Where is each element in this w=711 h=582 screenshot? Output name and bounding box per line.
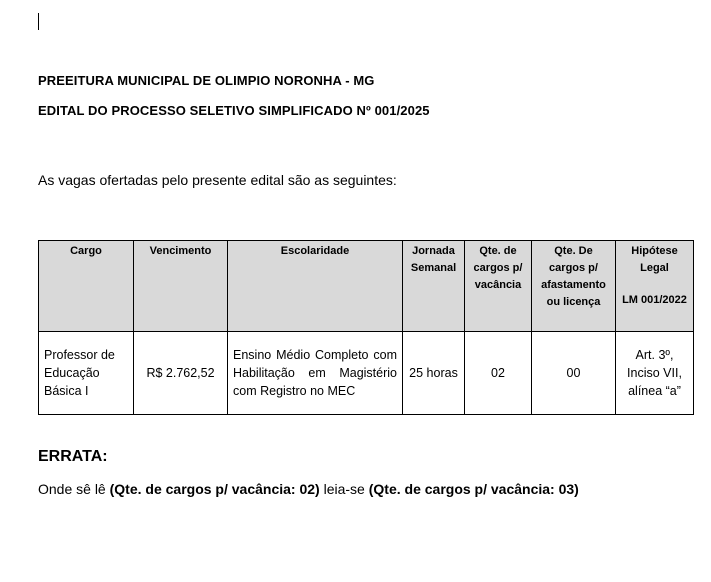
- text-cursor: [38, 13, 39, 30]
- cell-cargo: Professor de Educação Básica I: [39, 332, 134, 415]
- header-hipotese-label: Hipótese Legal: [631, 245, 678, 274]
- header-jornada: Jornada Semanal: [403, 241, 465, 332]
- cell-vencimento: R$ 2.762,52: [134, 332, 228, 415]
- intro-paragraph: As vagas ofertadas pelo presente edital são as seguintes:: [38, 172, 397, 188]
- header-escolaridade: Escolaridade: [228, 241, 403, 332]
- errata-heading: ERRATA:: [38, 448, 108, 465]
- prefeitura-title: PREEITURA MUNICIPAL DE OLIMPIO NORONHA - MG: [38, 73, 375, 88]
- cell-jornada: 25 horas: [403, 332, 465, 415]
- errata-wrong-value: (Qte. de cargos p/ vacância: 02): [109, 481, 320, 497]
- cell-qte-vacancia: 02: [465, 332, 532, 415]
- edital-title: EDITAL DO PROCESSO SELETIVO SIMPLIFICADO Nº 001/2025: [38, 103, 430, 118]
- cell-qte-afastamento: 00: [532, 332, 616, 415]
- errata-paragraph: [38, 481, 579, 497]
- errata-middle: leia-se: [319, 481, 369, 497]
- errata-correct-value: (Qte. de cargos p/ vacância: 03): [368, 481, 579, 497]
- header-qte-afastamento: Qte. De cargos p/ afastamento ou licença: [532, 241, 616, 332]
- errata-prefix: Onde sê lê: [38, 481, 110, 497]
- header-hipotese-legal: [616, 241, 694, 332]
- vagas-table: [38, 240, 694, 415]
- table-header-row: [39, 241, 694, 332]
- header-qte-vacancia: Qte. de cargos p/ vacância: [465, 241, 532, 332]
- header-cargo: Cargo: [39, 241, 134, 332]
- header-vencimento: Vencimento: [134, 241, 228, 332]
- cell-escolaridade: Ensino Médio Completo com Habilitação em Magistério com Registro no MEC: [228, 332, 403, 415]
- cell-hipotese-legal: Art. 3º, Inciso VII, alínea “a”: [616, 332, 694, 415]
- header-hipotese-lei: LM 001/2022: [622, 294, 687, 306]
- table-row: [39, 332, 694, 415]
